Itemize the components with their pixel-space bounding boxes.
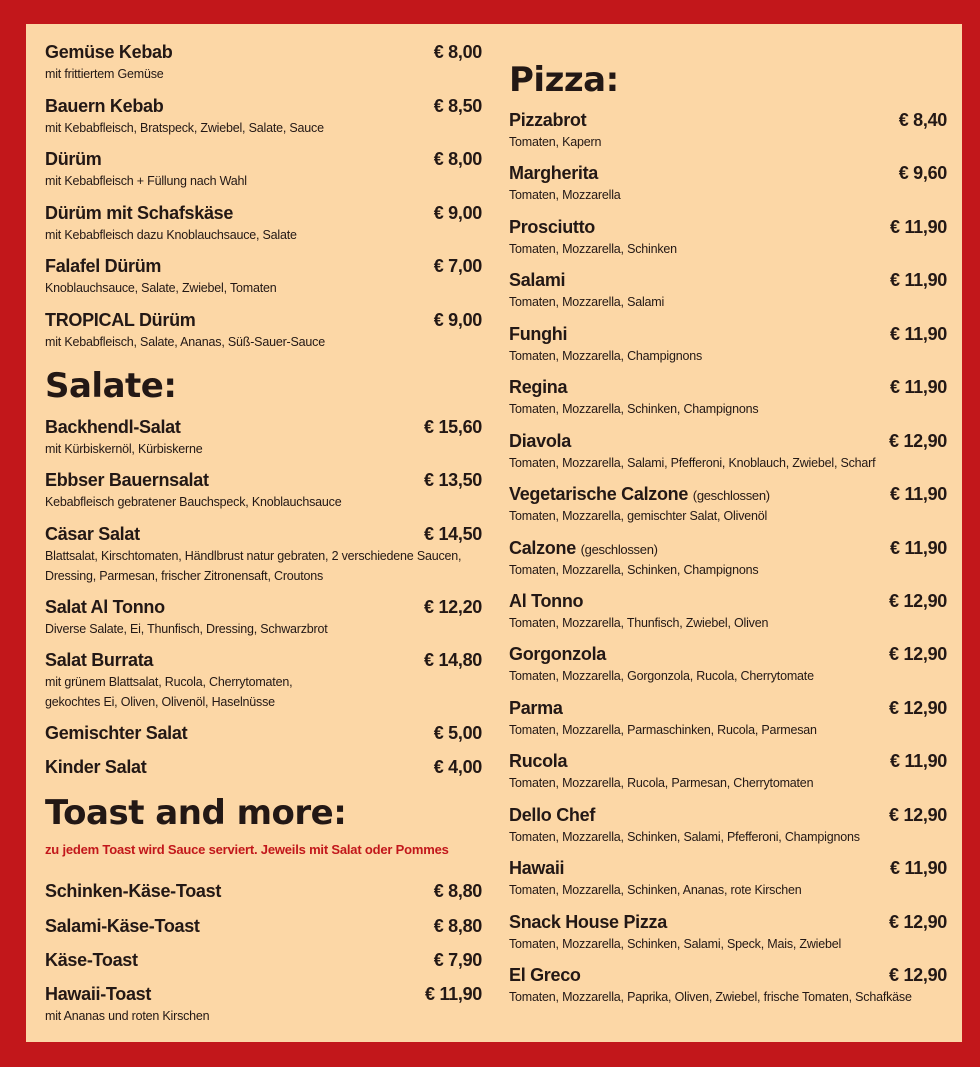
menu-item-dueruem-schafskaese (45, 203, 482, 245)
item-description: mit Kebabfleisch + Füllung nach Wahl (45, 174, 247, 188)
item-description: Tomaten, Mozzarella, Parmaschinken, Rucola, Parmesan (509, 723, 817, 737)
item-price: € 11,90 (890, 751, 947, 771)
section-heading-pizza: Pizza: (509, 60, 619, 100)
item-price: € 12,90 (889, 805, 947, 825)
menu-item-bauern-kebab (45, 96, 482, 138)
item-description: mit Kebabfleisch dazu Knoblauchsauce, Salate (45, 228, 297, 242)
item-price: € 11,90 (890, 484, 947, 504)
menu-item-gemischter-salat (45, 723, 482, 744)
menu-item-schinken-kaese-toast (45, 881, 482, 902)
menu-item-caesar-salat (45, 524, 482, 586)
item-description: Kebabfleisch gebratener Bauchspeck, Knoblauchsauce (45, 495, 342, 509)
item-name: Salami-Käse-Toast (45, 916, 200, 936)
item-price: € 12,20 (424, 597, 482, 617)
item-price: € 11,90 (890, 324, 947, 344)
item-name: Hawaii-Toast (45, 984, 152, 1004)
item-name: Dürüm mit Schafskäse (45, 203, 234, 223)
item-name: Gemüse Kebab (45, 42, 173, 62)
item-price: € 11,90 (425, 984, 482, 1004)
item-name: Schinken-Käse-Toast (45, 881, 222, 901)
toast-note: zu jedem Toast wird Sauce serviert. Jeweils mit Salat oder Pommes (45, 842, 449, 857)
menu-item-ebbser-bauernsalat (45, 470, 482, 512)
item-name: TROPICAL Dürüm (45, 310, 196, 330)
item-name: Parma (509, 698, 563, 718)
item-price: € 11,90 (890, 377, 947, 397)
item-name: Salat Burrata (45, 650, 154, 670)
item-name: Margherita (509, 163, 599, 183)
item-description: Tomaten, Mozzarella, Schinken, Champignons (509, 402, 759, 416)
item-price: € 11,90 (890, 538, 947, 558)
item-name: Pizzabrot (509, 110, 587, 130)
item-description-line-2: gekochtes Ei, Oliven, Olivenöl, Haselnüsse (45, 695, 275, 709)
item-description: Blattsalat, Kirschtomaten, Händlbrust natur gebraten, 2 verschiedene Saucen, (45, 549, 462, 563)
item-description: Tomaten, Mozzarella, Schinken, Salami, Pfefferoni, Champignons (509, 830, 860, 844)
menu-page (26, 24, 962, 1042)
menu-item-salat-al-tonno (45, 597, 482, 639)
item-description: Tomaten, Mozzarella, Thunfisch, Zwiebel, Oliven (509, 616, 769, 630)
item-name: Rucola (509, 751, 568, 771)
menu-item-vegetarische-calzone (509, 484, 947, 526)
item-name: Hawaii (509, 858, 565, 878)
item-description: Tomaten, Mozzarella, Schinken (509, 242, 677, 256)
item-price: € 12,90 (889, 591, 947, 611)
item-price: € 5,00 (433, 723, 482, 743)
item-description: Tomaten, Mozzarella, Schinken, Ananas, rote Kirschen (509, 883, 802, 897)
item-price: € 12,90 (889, 431, 947, 451)
item-name: Cäsar Salat (45, 524, 140, 544)
item-name: Käse-Toast (45, 950, 138, 970)
item-name: Vegetarische Calzone (509, 484, 689, 504)
item-price: € 14,50 (424, 524, 482, 544)
menu-item-pizzabrot (509, 110, 947, 152)
menu-item-kinder-salat (45, 757, 482, 778)
menu-item-diavola (509, 431, 947, 473)
item-price: € 12,90 (889, 912, 947, 932)
item-price: € 9,60 (898, 163, 947, 183)
item-description: Tomaten, Mozzarella, gemischter Salat, Olivenöl (509, 509, 768, 523)
item-name: Funghi (509, 324, 568, 344)
menu-item-gorgonzola (509, 644, 947, 686)
menu-item-salat-burrata (45, 650, 482, 712)
item-price: € 8,50 (433, 96, 482, 116)
item-price: € 12,90 (889, 698, 947, 718)
section-heading-toast: Toast and more: (45, 793, 347, 833)
item-name: Gemischter Salat (45, 723, 188, 743)
item-note: (geschlossen) (692, 488, 770, 503)
item-name: Backhendl-Salat (45, 417, 181, 437)
item-price: € 8,40 (898, 110, 947, 130)
item-price: € 15,60 (424, 417, 482, 437)
item-description: mit Kebabfleisch, Salate, Ananas, Süß-Sauer-Sauce (45, 335, 325, 349)
item-name: Salami (509, 270, 566, 290)
menu-item-rucola (509, 751, 947, 793)
item-price: € 12,90 (889, 965, 947, 985)
item-price: € 9,00 (433, 310, 482, 330)
item-price: € 8,00 (433, 42, 482, 62)
menu-item-falafel-dueruem (45, 256, 482, 298)
item-price: € 13,50 (424, 470, 482, 490)
item-description: Tomaten, Mozzarella (509, 188, 621, 202)
item-description: Tomaten, Mozzarella, Schinken, Champignons (509, 563, 759, 577)
item-name-group (509, 484, 770, 505)
item-name: Ebbser Bauernsalat (45, 470, 209, 490)
menu-item-backhendl-salat (45, 417, 482, 459)
menu-item-snack-house-pizza (509, 912, 947, 954)
menu-item-margherita (509, 163, 947, 205)
item-description: mit Kürbiskernöl, Kürbiskerne (45, 442, 203, 456)
menu-item-hawaii-toast (45, 984, 482, 1026)
item-description: Knoblauchsauce, Salate, Zwiebel, Tomaten (45, 281, 277, 295)
menu-item-al-tonno (509, 591, 947, 633)
menu-item-salami (509, 270, 947, 312)
item-description: Diverse Salate, Ei, Thunfisch, Dressing, Schwarzbrot (45, 622, 328, 636)
item-description: Tomaten, Mozzarella, Gorgonzola, Rucola, Cherrytomate (509, 669, 814, 683)
item-description: Tomaten, Mozzarella, Salami, Pfefferoni, Knoblauch, Zwiebel, Scharf (509, 456, 876, 470)
item-name-group (509, 538, 658, 559)
item-note: (geschlossen) (580, 542, 658, 557)
menu-item-regina (509, 377, 947, 419)
menu-item-kaese-toast (45, 950, 482, 971)
item-name: Bauern Kebab (45, 96, 164, 116)
item-price: € 9,00 (433, 203, 482, 223)
item-price: € 8,80 (433, 916, 482, 936)
item-price: € 8,80 (433, 881, 482, 901)
item-name: Prosciutto (509, 217, 596, 237)
menu-item-hawaii (509, 858, 947, 900)
item-name: Calzone (509, 538, 576, 558)
item-description: Tomaten, Mozzarella, Salami (509, 295, 665, 309)
menu-item-prosciutto (509, 217, 947, 259)
menu-item-tropical-dueruem (45, 310, 482, 352)
item-name: Regina (509, 377, 568, 397)
item-price: € 8,00 (433, 149, 482, 169)
item-price: € 11,90 (890, 858, 947, 878)
item-price: € 4,00 (433, 757, 482, 777)
item-price: € 12,90 (889, 644, 947, 664)
menu-item-calzone (509, 538, 947, 580)
item-description: mit Ananas und roten Kirschen (45, 1009, 210, 1023)
item-description-line-2: Dressing, Parmesan, frischer Zitronensaft, Croutons (45, 569, 324, 583)
item-name: Al Tonno (509, 591, 584, 611)
menu-item-gemuese-kebab (45, 42, 482, 84)
item-description: Tomaten, Mozzarella, Champignons (509, 349, 703, 363)
item-description: mit grünem Blattsalat, Rucola, Cherrytomaten, (45, 675, 293, 689)
item-name: Gorgonzola (509, 644, 606, 664)
item-price: € 11,90 (890, 217, 947, 237)
item-description: mit frittiertem Gemüse (45, 67, 164, 81)
item-description: Tomaten, Mozzarella, Schinken, Salami, Speck, Mais, Zwiebel (509, 937, 842, 951)
menu-item-salami-kaese-toast (45, 916, 482, 937)
item-name: Kinder Salat (45, 757, 147, 777)
item-name: Dello Chef (509, 805, 596, 825)
menu-item-el-greco (509, 965, 947, 1007)
item-name: El Greco (509, 965, 581, 985)
item-price: € 7,90 (433, 950, 482, 970)
menu-item-dello-chef (509, 805, 947, 847)
item-description: mit Kebabfleisch, Bratspeck, Zwiebel, Salate, Sauce (45, 121, 324, 135)
item-description: Tomaten, Mozzarella, Rucola, Parmesan, Cherrytomaten (509, 776, 814, 790)
item-price: € 14,80 (424, 650, 482, 670)
item-price: € 7,00 (433, 256, 482, 276)
item-name: Dürüm (45, 149, 102, 169)
item-description: Tomaten, Mozzarella, Paprika, Oliven, Zwiebel, frische Tomaten, Schafkäse (509, 990, 912, 1004)
item-price: € 11,90 (890, 270, 947, 290)
item-name: Salat Al Tonno (45, 597, 165, 617)
item-name: Falafel Dürüm (45, 256, 162, 276)
item-name: Snack House Pizza (509, 912, 667, 932)
menu-item-funghi (509, 324, 947, 366)
item-name: Diavola (509, 431, 571, 451)
menu-item-parma (509, 698, 947, 740)
section-heading-salate: Salate: (45, 366, 177, 406)
item-description: Tomaten, Kapern (509, 135, 602, 149)
menu-item-dueruem (45, 149, 482, 191)
